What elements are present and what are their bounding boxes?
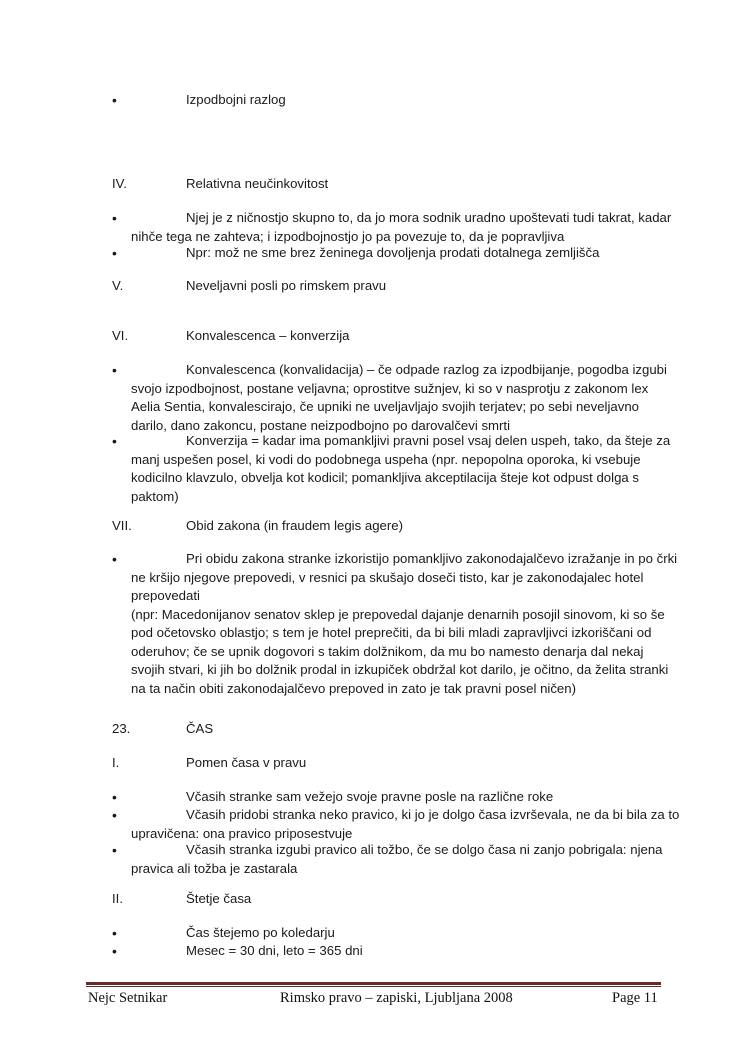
list-item-text: paktom) — [131, 488, 179, 504]
bullet-icon: • — [112, 943, 117, 959]
list-item-text: ne kršijo njegove prepovedi, v resnici pa skušajo doseči tisto, kar je zakonodajalec hotel — [131, 569, 644, 585]
section-number: II. — [112, 891, 123, 906]
list-item-text: Konverzija = kadar ima pomankljivi pravni posel vsaj delen uspeh, tako, da šteje za — [186, 433, 671, 448]
list-item-text: prepovedati — [131, 588, 200, 603]
list-item-text: Konvalescenca (konvalidacija) – če odpade razlog za izpodbijanje, pogodba izgubi — [186, 362, 667, 377]
list-item-text: Mesec = 30 dni, leto = 365 dni — [186, 943, 363, 958]
bullet-icon: • — [112, 789, 117, 805]
list-item-text: nihče tega ne zahteva; i izpodbojnostjo jo pa povezuje to, da je popravljiva — [131, 228, 565, 244]
bullet-icon: • — [112, 245, 117, 261]
bullet-icon: • — [112, 210, 117, 226]
list-item-text: (npr: Macedonijanov senatov sklep je prepovedal dajanje denarnih posojil sinovom, ki so še — [131, 606, 665, 622]
bullet-icon: • — [112, 925, 117, 941]
bullet-icon: • — [112, 842, 117, 858]
list-item-text: na ta način obiti zakonodajalčevo prepoved in zato je tak pravni posel ničen) — [131, 680, 576, 696]
section-number: VI. — [112, 328, 129, 343]
footer-title: Rimsko pravo – zapiski, Ljubljana 2008 — [280, 990, 513, 1006]
section-heading: Konvalescenca – konverzija — [186, 328, 350, 343]
list-item-text: pod očetovsko oblastjo; s tem je hotel preprečiti, da bi bili mladi zapravljivci izkoriščani od — [131, 625, 652, 640]
bullet-icon: • — [112, 807, 117, 823]
list-item-text: Čas štejemo po koledarju — [186, 925, 335, 940]
list-item-text: svojo izpodbojnost, postane veljavna; oprostitve sužnjev, ki so v nasprotju z zakonom lex — [131, 380, 649, 396]
footer-author: Nejc Setnikar — [88, 990, 168, 1006]
section-heading: Neveljavni posli po rimskem pravu — [186, 278, 387, 293]
section-number: VII. — [112, 518, 132, 533]
list-item-text: Aelia Sentia, konvalescirajo, če upniki ne uveljavljajo svojih terjatev; po sebi neveljavno — [131, 399, 640, 414]
section-heading: Pomen časa v pravu — [186, 755, 307, 770]
list-item-text: oderuhov; če se upnik dogovori s takim dolžnikom, da mu bo namesto denarja dal nekaj — [131, 643, 644, 659]
section-heading: Štetje časa — [186, 891, 252, 906]
list-item-text: Včasih pridobi stranka neko pravico, ki jo je dolgo časa izvrševala, ne da bi bila za to — [186, 807, 680, 822]
bullet-icon: • — [112, 551, 117, 567]
bullet-icon: • — [112, 433, 117, 449]
footer-rule — [86, 982, 661, 985]
section-heading: Relativna neučinkovitost — [186, 176, 329, 191]
section-number: I. — [112, 755, 120, 770]
list-item-text: Včasih stranka izgubi pravico ali tožbo, če se dolgo časa ni zanjo pobrigala: njena — [186, 842, 663, 857]
section-number: V. — [112, 278, 124, 293]
list-item-text: pravica ali tožba je zastarala — [131, 860, 298, 876]
list-item-text: svojih stvari, ki jih bo dolžnik prodal in izkupiček obdržal kot darilo, je očitno, da želita stranki — [131, 662, 669, 677]
list-item-text: Njej je z ničnostjo skupno to, da jo mora sodnik uradno upoštevati tudi takrat, kadar — [186, 210, 672, 225]
footer-rule-thin — [86, 986, 661, 987]
list-item-text: upravičena: ona pravico priposestvuje — [131, 825, 353, 841]
list-item-text: kodicilno klavzulo, obvelja kot kodicil; pomankljiva akceptilacija šteje kot odpust dolga s — [131, 470, 639, 485]
bullet-icon: • — [112, 362, 117, 378]
footer-page-number: Page 11 — [612, 990, 658, 1006]
list-item-text: manj uspešen posel, ki vodi do podobnega uspeha (npr. nepopolna oporoka, ki vsebuje — [131, 451, 641, 467]
list-item-text: darilo, dano zakoncu, postane neizpodbojno po darovalčevi smrti — [131, 417, 511, 433]
section-heading: Obid zakona (in fraudem legis agere) — [186, 518, 403, 533]
list-item-text: Včasih stranke sam vežejo svoje pravne posle na različne roke — [186, 789, 554, 804]
list-item-text: Izpodbojni razlog — [186, 92, 286, 107]
section-heading: ČAS — [186, 721, 214, 736]
list-item-text: Pri obidu zakona stranke izkoristijo pomankljivo zakonodajalčevo izražanje in po črki — [186, 551, 678, 566]
bullet-icon: • — [112, 92, 117, 108]
section-number: IV. — [112, 176, 127, 191]
list-item-text: Npr: mož ne sme brez ženinega dovoljenja prodati dotalnega zemljišča — [186, 245, 600, 260]
section-number: 23. — [112, 721, 131, 736]
